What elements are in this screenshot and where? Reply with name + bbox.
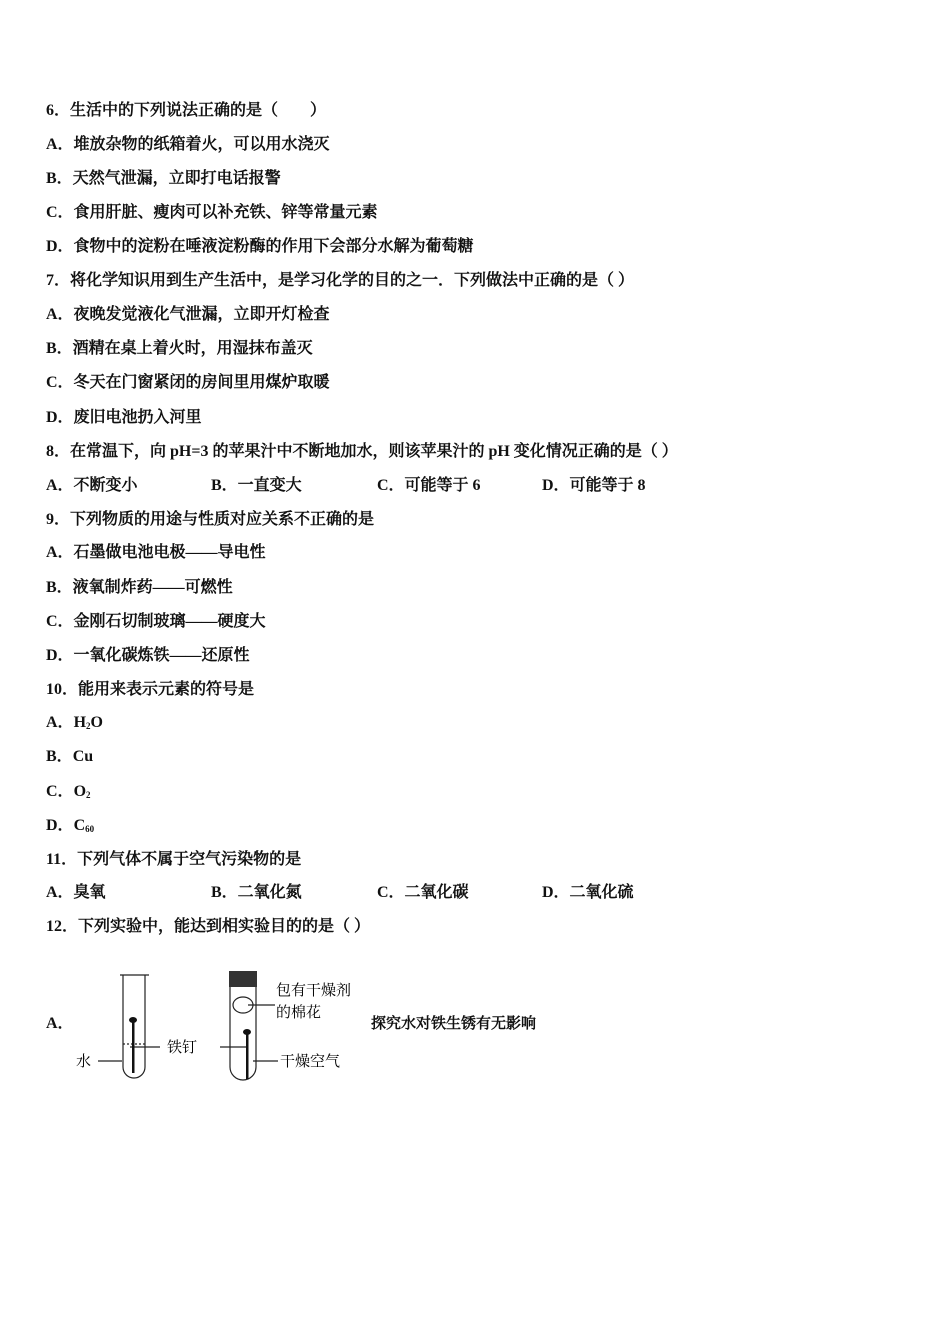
q6-option-b: B．天然气泄漏，立即打电话报警	[46, 170, 281, 187]
label-dry-air: 干燥空气	[280, 1052, 341, 1070]
formula: O	[73, 783, 87, 800]
q10-option-a	[46, 712, 103, 734]
formula: Cu	[72, 748, 94, 765]
option-label: A．	[46, 714, 74, 731]
q7-option-a: A．夜晚发觉液化气泄漏，立即开灯检查	[46, 306, 330, 323]
q10-stem: 10．能用来表示元素的符号是	[46, 681, 255, 698]
q7-option-b: B．酒精在桌上着火时，用湿抹布盖灭	[46, 340, 313, 357]
q8-stem: 8．在常温下，向 pH=3 的苹果汁中不断地加水，则该苹果汁的 pH 变化情况正确的是（ ）	[46, 443, 678, 460]
formula: O	[90, 714, 103, 731]
label-cotton-2: 的棉花	[276, 1003, 322, 1021]
q6-stem: 6．生活中的下列说法正确的是（ ）	[46, 102, 327, 119]
option-label: D．	[46, 817, 74, 834]
q11-option-b: B．二氧化氮	[211, 884, 302, 901]
option-label: C．	[46, 783, 74, 800]
q8-option-d: D．可能等于 8	[542, 477, 646, 494]
formula: H	[73, 714, 87, 731]
q9-option-a: A．石墨做电池电极——导电性	[46, 544, 266, 561]
formula-subscript: 2	[86, 721, 91, 731]
stopper	[229, 971, 257, 987]
q9-stem: 9．下列物质的用途与性质对应关系不正确的是	[46, 511, 375, 528]
q12-option-a-purpose: 探究水对铁生锈有无影响	[371, 1016, 537, 1032]
q9-option-d: D．一氧化碳炼铁——还原性	[46, 647, 250, 664]
label-cotton-1: 包有干燥剂	[276, 981, 352, 999]
label-nail: 铁钉	[167, 1038, 198, 1056]
q10-option-d	[46, 815, 94, 837]
formula-subscript: 2	[86, 790, 91, 800]
option-label: B．	[46, 748, 73, 765]
q11-option-a: A．臭氧	[46, 884, 106, 901]
q7-option-d: D．废旧电池扔入河里	[46, 409, 202, 426]
formula: C	[73, 817, 86, 834]
q9-option-b: B．液氧制炸药——可燃性	[46, 579, 233, 596]
label-water: 水	[76, 1052, 92, 1070]
q11-option-d: D．二氧化硫	[542, 884, 634, 901]
q9-option-c: C．金刚石切制玻璃——硬度大	[46, 613, 266, 630]
q12-option-a-label: A．	[46, 1015, 74, 1032]
q11-stem: 11．下列气体不属于空气污染物的是	[46, 851, 302, 868]
q6-option-a: A．堆放杂物的纸箱着火，可以用水浇灭	[46, 136, 330, 153]
iron-nail-rust-experiment-figure	[60, 965, 370, 1085]
q8-option-b: B．一直变大	[211, 477, 302, 494]
q10-option-b	[46, 746, 93, 768]
q8-option-c: C．可能等于 6	[377, 477, 481, 494]
q12-stem: 12．下列实验中，能达到相实验目的的是（ ）	[46, 918, 371, 935]
q6-option-d: D．食物中的淀粉在唾液淀粉酶的作用下会部分水解为葡萄糖	[46, 238, 474, 255]
q11-option-c: C．二氧化碳	[377, 884, 469, 901]
formula-subscript: 60	[85, 824, 95, 834]
q6-option-c: C．食用肝脏、瘦肉可以补充铁、锌等常量元素	[46, 204, 378, 221]
q7-option-c: C．冬天在门窗紧闭的房间里用煤炉取暖	[46, 374, 330, 391]
q8-option-a: A．不断变小	[46, 477, 138, 494]
q7-stem: 7．将化学知识用到生产生活中，是学习化学的目的之一．下列做法中正确的是（ ）	[46, 272, 635, 289]
q10-option-c	[46, 781, 91, 803]
